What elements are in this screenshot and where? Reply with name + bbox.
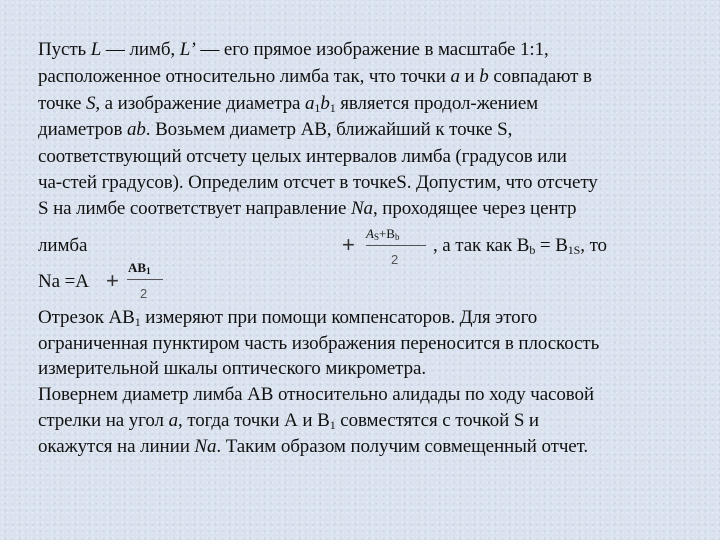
fraction-bar bbox=[366, 245, 426, 246]
text-line: , а так как $B_b = B_{1S}$, то bbox=[433, 235, 607, 257]
text-line: расположенное относительно лимба так, что точки a и b совпадают в bbox=[38, 66, 592, 87]
text-line: Отрезок $АВ_1$ измеряют при помощи компенсаторов. Для этого bbox=[38, 307, 538, 329]
text-line: Пусть L — лимб, L’ — его прямое изображение в масштабе 1:1, bbox=[38, 39, 549, 60]
plus-sign: + bbox=[342, 232, 355, 257]
plus-sign: + bbox=[106, 268, 119, 293]
formula-denominator: 2 bbox=[140, 286, 148, 301]
text-line: S на лимбе соответствует направление Na, проходящее через центр bbox=[38, 198, 577, 219]
text-line: соответствующий отсчету целых интервалов лимба (градусов или bbox=[38, 146, 567, 167]
formula-numerator: $A_S+B_b$ bbox=[366, 226, 400, 242]
fraction-bar bbox=[127, 279, 163, 280]
text-line: ограниченная пунктиром часть изображения переносится в плоскость bbox=[38, 333, 600, 354]
text-line: Na =A bbox=[38, 271, 89, 292]
text-line: стрелки на угол a, тогда точки А и $В_1$ совместятся с точкой S и bbox=[38, 410, 540, 432]
text-line: окажутся на линии Na. Таким образом получим совмещенный отчет. bbox=[38, 436, 589, 457]
text-line: точке S, а изображение диаметра $a_1b_1$ является продол-жением bbox=[38, 93, 539, 115]
text-line: ча-стей градусов). Определим отсчет в точкеS. Допустим, что отсчету bbox=[38, 172, 598, 193]
formula-numerator: $AB_1$ bbox=[128, 260, 151, 276]
text-line: Повернем диаметр лимба АВ относительно алидады по ходу часовой bbox=[38, 384, 594, 405]
text-line: диаметров ab. Возьмем диаметр АВ, ближайший к точке S, bbox=[38, 119, 513, 140]
text-line: измерительной шкалы оптического микрометра. bbox=[38, 358, 426, 379]
formula-denominator: 2 bbox=[391, 252, 399, 267]
text-line: лимба bbox=[38, 235, 88, 256]
